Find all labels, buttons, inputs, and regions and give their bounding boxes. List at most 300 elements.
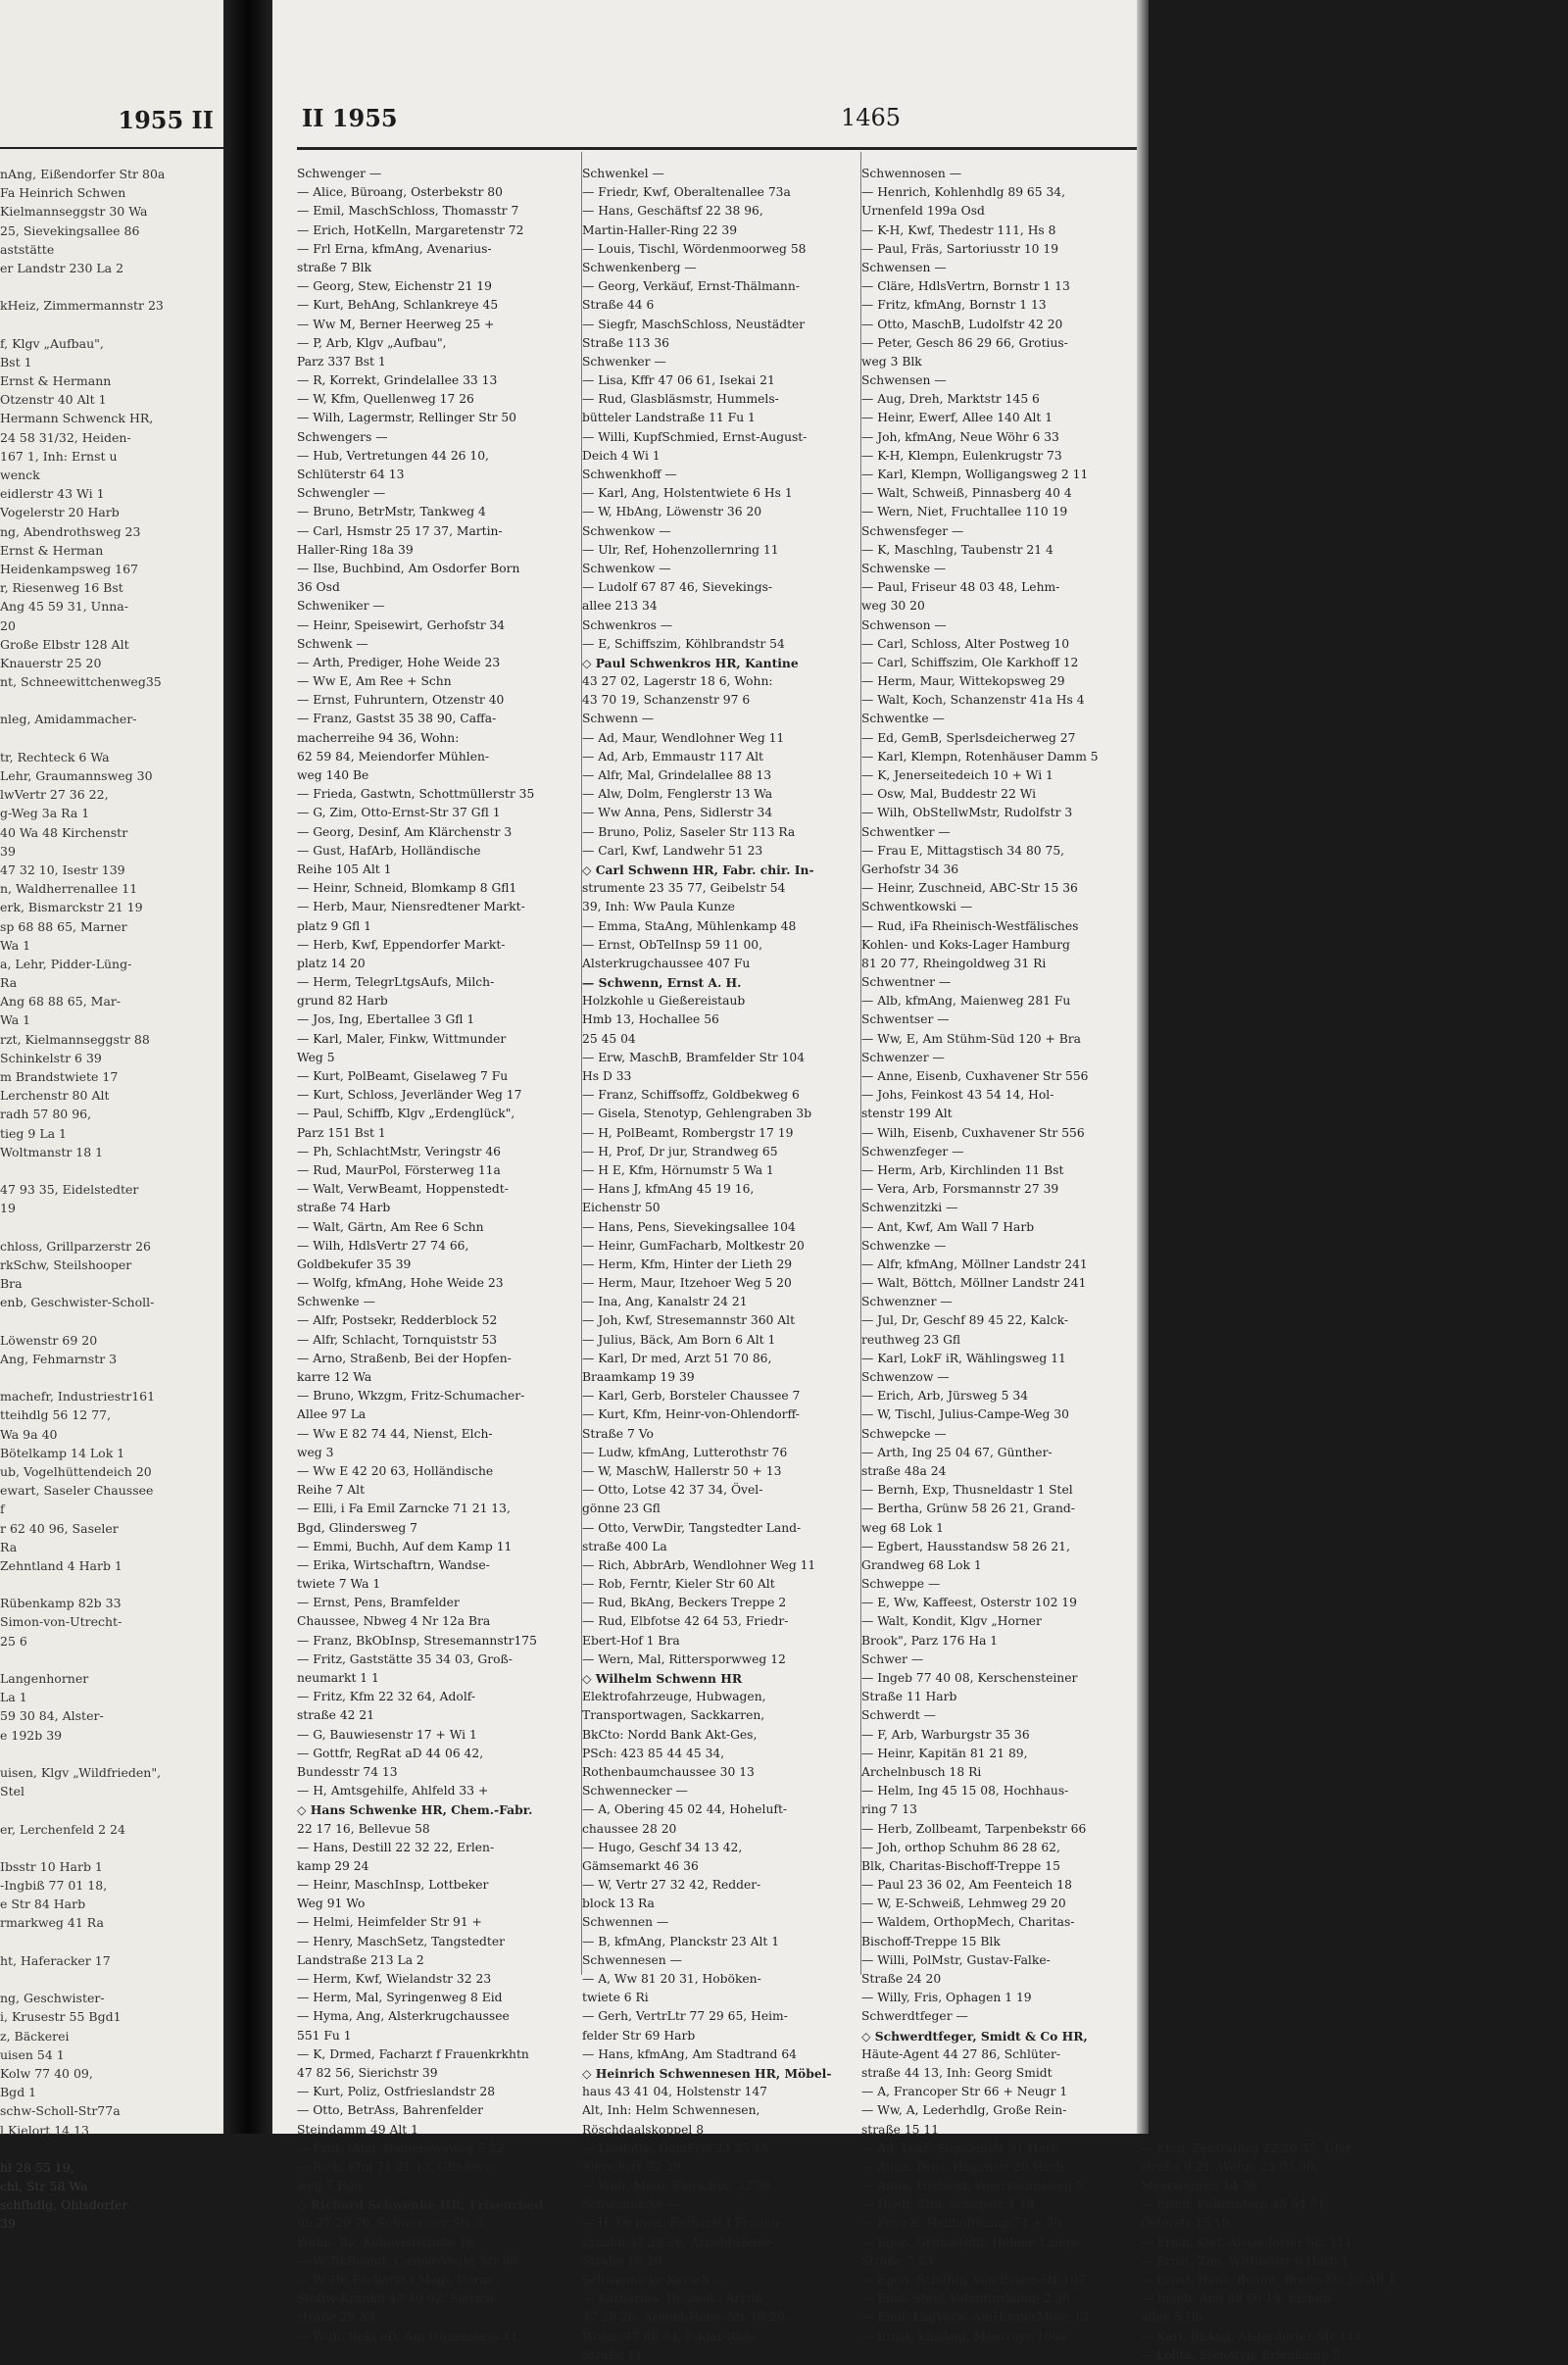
directory-entry-line: — Gottfr, RegRat aD 44 06 42,: [297, 1746, 484, 1760]
directory-entry-line: Heidenkampsweg 167: [0, 561, 138, 576]
directory-entry-line: — Ad, LokF, Sophienstr 31 Harb: [861, 2141, 1059, 2155]
directory-entry-line: felder Str 69 Harb: [582, 2028, 696, 2043]
directory-entry-line: — Paul, tAng, Damerowsweg 5 22: [297, 2141, 505, 2155]
directory-entry-line: — Kurt, PolBeamt, Giselaweg 7 Fu: [297, 1069, 509, 1083]
directory-entry-line: Parz 151 Bst 1: [297, 1125, 386, 1140]
directory-entry-line: weg 3: [297, 1445, 334, 1459]
directory-entry-line: — Rud, BkAng, Beckers Treppe 2: [582, 1596, 787, 1610]
directory-entry-line: Eichenstr 50: [582, 1201, 661, 1215]
directory-entry-line: straße 7 Blk: [297, 260, 372, 274]
directory-entry-line: — Hans, kfmAng, Am Stadtrand 64: [582, 2046, 797, 2061]
directory-entry-line: weg 3 Blk: [861, 354, 922, 369]
directory-entry-line: Ibsstr 10 Harb 1: [0, 1858, 103, 1874]
directory-entry-line: — Ernst, kfmAng, Moorreye 108a: [861, 2329, 1067, 2343]
directory-entry-line: straße 9 21, Wohn: 23 03 90,: [1141, 2159, 1318, 2174]
directory-entry-line: — Karl, Klempn, Rotenhäuser Damm 5: [861, 749, 1099, 764]
directory-entry-line: Ang 45 59 31, Unna-: [0, 599, 128, 615]
directory-entry-line: Schwer —: [861, 1651, 924, 1666]
directory-entry-line: straße 48a 24: [861, 1463, 947, 1478]
directory-entry-line: Schwenzner —: [861, 1295, 953, 1309]
directory-entry-line: Chaussee, Nbweg 4 Nr 12a Bra: [297, 1614, 491, 1629]
directory-entry-line: 25 6: [0, 1633, 27, 1649]
directory-entry-line: — Bernh, Exp, Thusneldastr 1 Stel: [861, 1483, 1073, 1498]
directory-entry-line: — Schwenn, Ernst A. H.: [582, 975, 742, 991]
directory-entry-line: straße 400 La: [582, 1539, 667, 1553]
directory-entry-line: — F, Arb, Warburgstr 35 36: [861, 1727, 1030, 1742]
directory-entry-line: Meerweinstr 14 39: [1141, 2179, 1257, 2193]
directory-entry-line: — W, HbAng, Löwenstr 36 20: [582, 505, 762, 519]
directory-entry-line: — Ww E 82 74 44, Nienst, Elch-: [297, 1426, 493, 1441]
directory-entry-line: — Lisa, Kffr 47 06 61, Isekai 21: [582, 373, 775, 388]
directory-entry-line: — Karl, Ang, Holstentwiete 6 Hs 1: [582, 486, 793, 501]
directory-entry-line: Bgd 1: [0, 2085, 37, 2100]
directory-entry-line: — R, Korrekt, Grindelallee 33 13: [297, 373, 498, 388]
left-page: [0, 0, 223, 2232]
directory-entry-line: chl, Str 58 Wa: [0, 2179, 88, 2194]
directory-entry-line: — Karl, Maler, Finkw, Wittmunder: [297, 1031, 507, 1046]
directory-entry-line: — Kurt, Schloss, Jeverländer Weg 17: [297, 1088, 522, 1103]
directory-entry-line: — A, Francoper Str 66 + Neugr 1: [861, 2085, 1068, 2099]
directory-entry-line: — Louis, Tischl, Wördenmoorweg 58: [582, 241, 807, 256]
directory-entry-line: Goldbekufer 35 39: [297, 1256, 412, 1271]
directory-entry-line: Braamkamp 19 39: [582, 1370, 695, 1384]
directory-entry-line: ring 7 13: [861, 1802, 917, 1817]
directory-entry-line: kHeiz, Zimmermannstr 23: [0, 298, 164, 314]
directory-entry-line: — Bertha, Grünw 58 26 21, Grand-: [861, 1502, 1075, 1516]
directory-entry-line: Knauerstr 25 20: [0, 655, 102, 670]
directory-entry-line: — K-H, Klempn, Eulenkrugstr 73: [861, 448, 1062, 463]
directory-entry-line: i, Krusestr 55 Bgd1: [0, 2009, 122, 2025]
directory-entry-line: — Hans J, kfmAng 45 19 16,: [582, 1182, 755, 1197]
directory-entry-line: allee 213 34: [582, 599, 658, 614]
directory-entry-line: Straße 113 36: [582, 335, 670, 350]
directory-entry-line: [0, 1218, 221, 1237]
directory-entry-line: 551 Fu 1: [297, 2028, 352, 2043]
directory-entry-line: ewart, Saseler Chaussee: [0, 1483, 154, 1499]
directory-entry-line: — Heinr, Schneid, Blomkamp 8 Gfl1: [297, 881, 517, 896]
directory-entry-line: Ebert-Hof 1 Bra: [582, 1633, 680, 1648]
left-page-header: 1955 II: [118, 106, 214, 134]
directory-entry-line: Löwenstr 69 20: [0, 1332, 98, 1348]
directory-entry-line: — H, Dr med, Facharzt f Frauen-: [582, 2216, 783, 2231]
directory-entry-line: [0, 729, 221, 748]
directory-entry-line: Alt, Inh: Helm Schwennesen,: [582, 2103, 760, 2118]
directory-entry-line: — Paul, Schiffb, Klgv „Erdenglück",: [297, 1107, 515, 1121]
directory-entry-line: — H, PolBeamt, Rombergstr 17 19: [582, 1125, 794, 1140]
directory-entry-line: — P, Arb, Klgv „Aufbau",: [297, 335, 447, 350]
directory-entry-line: rkSchw, Steilshooper: [0, 1256, 132, 1272]
directory-entry-line: z, Bäckerei: [0, 2028, 70, 2044]
directory-entry-line: — Ingeb 77 40 08, Kerschensteiner: [861, 1671, 1078, 1685]
directory-entry-line: 40 Wa 48 Kirchenstr: [0, 824, 128, 840]
directory-entry-line: — Wern, Niet, Fruchtallee 110 19: [861, 505, 1068, 519]
directory-entry-line: Straße 24 20: [861, 1972, 942, 1986]
directory-entry-line: Transportwagen, Sackkarren,: [582, 1708, 765, 1723]
directory-entry-line: — Walt, Schweiß, Pinnasberg 40 4: [861, 486, 1072, 501]
directory-entry-line: — Walt, VerwBeamt, Hoppenstedt-: [297, 1182, 509, 1197]
directory-entry-line: [0, 1575, 221, 1594]
directory-entry-line: — W, Dr, Facharzt f Mag-, Darm-,: [297, 2273, 500, 2287]
directory-entry-line: krankh 47 28 26, Arnold-Heise-: [582, 2235, 775, 2249]
directory-entry-line: 24 58 31/32, Heiden-: [0, 429, 131, 445]
page-number: 1465: [841, 104, 902, 131]
directory-entry-line: — Karl, Klempn, Wolligangsweg 2 11: [861, 468, 1089, 481]
directory-entry-line: — Ingeb, Ang 89 66 14, Eichen-: [1141, 2291, 1336, 2306]
directory-entry-line: Ang 68 88 65, Mar-: [0, 994, 122, 1010]
directory-entry-line: Schwenker —: [582, 354, 666, 369]
directory-entry-line: — Herm, TelegrLtgsAufs, Milch-: [297, 975, 495, 990]
directory-entry-line: — Willi, KupfSchmied, Ernst-August-: [582, 429, 808, 444]
directory-entry-line: er, Lerchenfeld 2 24: [0, 1821, 125, 1837]
directory-entry-line: Fa Heinrich Schwen: [0, 185, 126, 201]
directory-entry-line: [0, 1161, 221, 1180]
directory-entry-line: — Rob, Ferntr, Kieler Str 60 Alt: [582, 1577, 775, 1592]
directory-entry-line: [0, 1745, 221, 1763]
directory-entry-line: Schwenkow —: [582, 561, 671, 575]
directory-entry-line: — Paul 23 36 02, Am Feenteich 18: [861, 1878, 1072, 1893]
directory-entry-line: tieg 9 La 1: [0, 1125, 67, 1141]
directory-entry-line: gönne 23 Gfl: [582, 1502, 661, 1516]
directory-entry-line: — Wolfg, kfmAng, Hohe Weide 23: [297, 1276, 504, 1291]
directory-entry-line: — Ernst, Zim, Wittingstr 6 Harb 1: [1141, 2253, 1349, 2268]
directory-entry-line: — Carl, Schloss, Alter Postweg 10: [861, 636, 1070, 651]
directory-entry-line: — Cläre, HdlsVertrn, Bornstr 1 13: [861, 279, 1070, 294]
directory-entry-line: — Wilh, Maur, Sierichstr 32 39: [582, 2179, 771, 2193]
directory-entry-line: — Ludw, kfmAng, Lutterothstr 76: [582, 1445, 788, 1459]
directory-entry-line: weg 140 Be: [297, 768, 369, 782]
directory-entry-line: — Heinr, GumFacharb, Moltkestr 20: [582, 1238, 805, 1253]
directory-entry-line: — Erich, HotKelln, Margaretenstr 72: [297, 222, 524, 237]
directory-entry-line: — Joh, orthop Schuhm 86 28 62,: [861, 1840, 1060, 1854]
directory-entry-line: — Alfr, kfmAng, Möllner Landstr 241: [861, 1256, 1088, 1271]
directory-entry-line: Schlüterstr 64 13: [297, 468, 405, 481]
directory-entry-line: block 13 Ra: [582, 1897, 655, 1911]
directory-entry-line: g-Weg 3a Ra 1: [0, 806, 90, 821]
directory-entry-line: — Fritz, kfmAng, Bornstr 1 13: [861, 298, 1047, 313]
directory-entry-line: neumarkt 1 1: [297, 1671, 379, 1685]
directory-entry-line: Stel: [0, 1784, 24, 1799]
directory-entry-line: machefr, Industriestr161: [0, 1389, 156, 1404]
directory-entry-line: 62 59 84, Meiendorfer Mühlen-: [297, 749, 490, 764]
directory-entry-line: — Jos, Ing, Ebertallee 3 Gfl 1: [297, 1012, 475, 1027]
directory-entry-line: — Ww M, Berner Heerweg 25 +: [297, 317, 495, 331]
directory-entry-line: — Karl, Dr med, Arzt 51 70 86,: [582, 1351, 772, 1365]
directory-entry-line: Bötelkamp 14 Lok 1: [0, 1445, 125, 1460]
directory-entry-line: — Otto, VerwDir, Tangstedter Land-: [582, 1520, 802, 1535]
directory-entry-line: reuthweg 23 Gfl: [861, 1332, 961, 1347]
directory-entry-line: — Alw, Dolm, Fenglerstr 13 Wa: [582, 787, 773, 802]
directory-entry-line: — Emmi, Buchh, Auf dem Kamp 11: [297, 1539, 513, 1553]
directory-entry-line: — Walt, Böttch, Möllner Landstr 241: [861, 1276, 1087, 1291]
directory-entry-line: Gerhofstr 34 36: [861, 862, 959, 876]
directory-entry-line: — Frau E, Heilholtkamp 74 + 39: [861, 2216, 1062, 2231]
directory-entry-line: — A, Ww 81 20 31, Hoböken-: [582, 1972, 761, 1986]
directory-entry-line: Straße 11: [582, 2347, 643, 2362]
directory-entry-line: — Otto, MaschB, Ludolfstr 42 20: [861, 317, 1063, 331]
directory-entry-line: — Fritz, Gaststätte 35 34 03, Groß-: [297, 1651, 513, 1666]
directory-entry-line: l Kielort 14 13: [0, 2122, 89, 2138]
directory-entry-line: Archelnbusch 18 Ri: [861, 1764, 982, 1779]
directory-entry-line: r, Riesenweg 16 Bst: [0, 580, 123, 596]
directory-entry-line: — Ww E, Am Ree + Schn: [297, 674, 452, 689]
directory-entry-line: Lehr, Graumannsweg 30: [0, 768, 153, 783]
directory-entry-line: a, Lehr, Pidder-Lüng-: [0, 956, 132, 971]
directory-entry-line: — Hub, Vertretungen 44 26 10,: [297, 448, 489, 463]
directory-entry-line: ◇ Wilhelm Schwenn HR: [582, 1671, 743, 1686]
directory-entry-line: -Ingbiß 77 01 18,: [0, 1878, 108, 1894]
directory-entry-line: — Alb, kfmAng, Maienweg 281 Fu: [861, 994, 1071, 1009]
directory-entry-line: — H E, Kfm, Hörnumstr 5 Wa 1: [582, 1162, 774, 1177]
directory-entry-line: — Helm, Ing 45 15 08, Hochhaus-: [861, 1784, 1069, 1798]
directory-entry-line: — Ernst, ObTelInsp 59 11 00,: [582, 937, 762, 952]
directory-entry-line: — Heinr, Speisewirt, Gerhofstr 34: [297, 617, 506, 632]
directory-entry-line: Rübenkamp 82b 33: [0, 1596, 122, 1611]
directory-entry-line: f, Klgv „Aufbau",: [0, 335, 104, 351]
directory-entry-line: Schwenzke —: [861, 1238, 947, 1253]
directory-entry-line: — Wilh, Eisenb, Cuxhavener Str 556: [861, 1125, 1085, 1140]
directory-entry-line: — Arth, Ing 25 04 67, Günther-: [861, 1445, 1053, 1459]
directory-entry-line: — Hans, Destill 22 32 22, Erlen-: [297, 1840, 495, 1854]
directory-entry-line: f: [0, 1502, 5, 1517]
directory-entry-line: — W, E-Schweiß, Lehmweg 29 20: [861, 1897, 1066, 1911]
directory-entry-line: macherreihe 94 36, Wohn:: [297, 730, 460, 745]
directory-entry-line: — Ww, E, Am Stühm-Süd 120 + Bra: [861, 1031, 1081, 1046]
directory-entry-line: — Hugo, Geschf 34 13 42,: [582, 1840, 743, 1854]
directory-entry-line: — Herb, Zollbeamt, Tarpenbekstr 66: [861, 1821, 1087, 1836]
directory-column-1: [297, 165, 571, 2346]
directory-entry-line: — Lolita, Stenotyp, Erlenkamp 5: [1141, 2347, 1341, 2362]
directory-entry-line: — Egon, GrünwHdlr, Helene-Lange-: [861, 2235, 1082, 2249]
directory-entry-line: — Heinr, MaschInsp, Lottbeker: [297, 1878, 489, 1893]
directory-entry-line: — A, Obering 45 02 44, Hoheluft-: [582, 1802, 788, 1817]
directory-entry-line: bütteler Landstraße 11 Fu 1: [582, 411, 756, 425]
directory-entry-line: Kohlen- und Koks-Lager Hamburg: [861, 937, 1070, 952]
directory-entry-line: Schwenger —: [297, 167, 382, 180]
directory-entry-line: Schwenkow —: [582, 523, 671, 538]
directory-entry-line: chaussee 28 20: [582, 1821, 677, 1836]
directory-entry-line: eidlerstr 43 Wi 1: [0, 486, 105, 502]
directory-entry-line: — Hyma, Ang, Alsterkrugchaussee: [297, 2009, 510, 2024]
directory-entry-line: Schwenkel —: [582, 167, 664, 180]
directory-entry-line: Lerchenstr 80 Alt: [0, 1088, 110, 1104]
directory-entry-line: Hmb 13, Hochallee 56: [582, 1012, 719, 1027]
directory-entry-line: Straße 7 23: [861, 2253, 934, 2268]
directory-entry-line: — Ernst, Pens, Bramfelder: [297, 1596, 460, 1610]
directory-entry-line: Schwennen —: [582, 1915, 669, 1930]
directory-entry-line: Straße 18 20: [582, 2253, 662, 2268]
directory-entry-line: [0, 1368, 221, 1387]
directory-entry-line: — Walt, Gärtn, Am Ree 6 Schn: [297, 1219, 484, 1234]
directory-entry-line: — E, Ww, Kaffeest, Osterstr 102 19: [861, 1596, 1077, 1610]
directory-entry-line: schw-Scholl-Str77a: [0, 2103, 121, 2119]
directory-entry-line: — Georg, Stew, Eichenstr 21 19: [297, 279, 492, 294]
directory-entry-line: Langenhorner: [0, 1671, 89, 1686]
directory-entry-line: Schwensen —: [861, 373, 947, 388]
directory-entry-line: — Paul, Fräs, Sartoriusstr 10 19: [861, 241, 1059, 256]
directory-entry-line: — Osw, Mal, Buddestr 22 Wi: [861, 787, 1037, 802]
directory-entry-line: [0, 316, 221, 334]
directory-entry-line: Schwenkros —: [582, 617, 673, 632]
directory-entry-line: sp 68 88 65, Marner: [0, 918, 127, 934]
directory-entry-line: — Herm, Mal, Syringenweg 8 Eid: [297, 1991, 503, 2005]
directory-entry-line: BkCto: Nordd Bank Akt-Ges,: [582, 1727, 758, 1742]
directory-entry-line: [0, 1839, 221, 1857]
directory-entry-line: — Waldem, OrthopMech, Charitas-: [861, 1915, 1075, 1930]
directory-entry-line: — Rich, Kfm 71 21 13, Glinders-: [297, 2159, 495, 2174]
directory-entry-line: — Aug, Dreh, Marktstr 145 6: [861, 392, 1040, 407]
directory-entry-line: Steindamm 49 Alt 1: [297, 2122, 418, 2137]
directory-entry-line: Bgd, Glindersweg 7: [297, 1520, 417, 1535]
directory-entry-line: — Katharina, Dr. med., Ärztin: [582, 2291, 763, 2306]
directory-entry-line: Röschdaalskoppel 8: [582, 2122, 705, 2137]
directory-entry-line: Ernst & Hermann: [0, 373, 112, 389]
directory-entry-line: Häute-Agent 44 27 86, Schlüter-: [861, 2046, 1061, 2061]
directory-entry-line: schfhdlg, Ohlsdorfer: [0, 2197, 128, 2213]
directory-entry-line: nleg, Amidammacher-: [0, 712, 137, 727]
directory-entry-line: Straße 7 Vo: [582, 1426, 654, 1441]
directory-entry-line: Weg 91 Wo: [297, 1897, 366, 1911]
directory-entry-line: — Emil, LagVerw, AmHornerMoor 13: [861, 2310, 1090, 2325]
directory-entry-line: allee 5 Ho: [1141, 2310, 1203, 2325]
directory-entry-line: Schwentke —: [861, 712, 945, 726]
directory-entry-line: — Wilh, Lagermstr, Rellinger Str 50: [297, 411, 517, 425]
directory-entry-line: — Georg, Verkäuf, Ernst-Thälmann-: [582, 279, 800, 294]
directory-entry-line: — Bruno, Poliz, Saseler Str 113 Ra: [582, 824, 796, 839]
directory-entry-line: Schwenzfeger —: [861, 1144, 964, 1158]
directory-entry-line: — Anne, Eisenb, Cuxhavener Str 556: [861, 1069, 1089, 1083]
page-edge: [1137, 0, 1149, 2134]
directory-entry-line: e 192b 39: [0, 1727, 63, 1743]
directory-entry-line: — Erw, MaschB, Bramfelder Str 104: [582, 1050, 806, 1064]
directory-entry-line: — Alfr, Mal, Grindelallee 88 13: [582, 768, 772, 782]
directory-entry-line: — W, MaschW, Hallerstr 50 + 13: [582, 1463, 782, 1478]
directory-entry-line: Schwengers —: [297, 429, 388, 444]
directory-entry-line: — Rud, Elbfotse 42 64 53, Friedr-: [582, 1614, 789, 1629]
directory-entry-line: — Henry, MaschSetz, Tangstedter: [297, 1934, 505, 1948]
directory-entry-line: — Franz, BkObInsp, Stresemannstr175: [297, 1633, 537, 1648]
directory-entry-line: — Ww E 42 20 63, Holländische: [297, 1463, 494, 1478]
directory-entry-line: Brook", Parz 176 Ha 1: [861, 1633, 999, 1648]
directory-entry-line: 39: [0, 2216, 16, 2232]
directory-entry-line: — Wilh, HdlsVertr 27 74 66,: [297, 1238, 469, 1253]
directory-entry-line: Schwentkowski —: [861, 900, 973, 914]
directory-entry-line: üb 27 20 76, Schweriner Str 3,: [297, 2216, 486, 2231]
directory-entry-line: — Wilh, Rekt eD, Am Hünenstein 11: [297, 2329, 518, 2343]
directory-entry-line: Ernst & Herman: [0, 542, 104, 558]
directory-entry-line: — Ww, A, Lederhdlg, Große Rein-: [861, 2103, 1067, 2118]
directory-entry-line: — Walt, Koch, Schanzenstr 41a Hs 4: [861, 693, 1085, 708]
directory-entry-line: — Ina, Ang, Kanalstr 24 21: [582, 1295, 748, 1309]
directory-entry-line: — Egbert, Hausstandsw 58 26 21,: [861, 1539, 1070, 1553]
book-gutter: [223, 0, 272, 2134]
directory-entry-line: — Kurt, Kfm, Heinr-von-Ohlendorff-: [582, 1407, 800, 1422]
directory-entry-line: Bischoff-Treppe 15 Blk: [861, 1934, 1001, 1948]
directory-entry-line: Straße 11 Harb: [861, 1690, 957, 1704]
directory-entry-line: 47 28 26, Arnold-Heise-Str 18 20,: [582, 2310, 789, 2325]
directory-entry-line: — G, Bauwiesenstr 17 + Wi 1: [297, 1727, 477, 1742]
directory-entry-line: — Peter, Gesch 86 29 66, Grotius-: [861, 335, 1068, 350]
directory-entry-line: — B, kfmAng, Planckstr 23 Alt 1: [582, 1934, 780, 1948]
directory-entry-line: — W, Kfm, Quellenweg 17 26: [297, 392, 474, 407]
directory-entry-line: Reihe 105 Alt 1: [297, 862, 392, 876]
directory-entry-line: Woltmanstr 18 1: [0, 1144, 104, 1159]
directory-entry-line: — Wilh, ObStellwMstr, Rudolfstr 3: [861, 806, 1073, 820]
directory-entry-line: Schwennicke-Karsch —: [582, 2273, 726, 2287]
directory-entry-line: — Otto, Lotse 42 37 34, Övel-: [582, 1483, 763, 1498]
directory-entry-line: — Frieda, Gastwtn, Schottmüllerstr 35: [297, 787, 535, 802]
directory-entry-line: — Kurt, BehAng, Schlankreye 45: [297, 298, 499, 313]
directory-entry-line: Landstraße 213 La 2: [297, 1952, 424, 1967]
directory-entry-line: — Rud, MaurPol, Försterweg 11a: [297, 1162, 501, 1177]
directory-entry-line: — Gust, HafArb, Holländische: [297, 843, 481, 858]
directory-entry-line: Große Elbstr 128 Alt: [0, 636, 129, 652]
directory-entry-line: Wa 1: [0, 1012, 31, 1028]
directory-entry-line: straße 29 39: [297, 2310, 375, 2325]
directory-entry-line: Holzkohle u Gießereistaub: [582, 994, 746, 1009]
directory-entry-line: — K-H, Kwf, Thedestr 111, Hs 8: [861, 222, 1056, 237]
directory-entry-line: Kolw 77 40 09,: [0, 2065, 93, 2081]
directory-entry-line: strumente 23 35 77, Geibelstr 54: [582, 881, 786, 896]
directory-entry-line: kamp 29 24: [297, 1858, 369, 1873]
directory-entry-line: — Diedr, Zim, Schopstr 4 19: [861, 2197, 1035, 2212]
directory-entry-line: — H, Prof, Dr jur, Strandweg 65: [582, 1144, 778, 1158]
directory-entry-line: — Herm, Arb, Kirchlinden 11 Bst: [861, 1162, 1064, 1177]
directory-entry-line: Schwennosen —: [861, 167, 961, 180]
directory-entry-line: Martin-Haller-Ring 22 39: [582, 222, 738, 237]
directory-entry-line: — Walt, Kondit, Klgv „Horner: [861, 1614, 1042, 1629]
directory-entry-line: Schwenk —: [297, 636, 368, 651]
directory-entry-line: 59 30 84, Alster-: [0, 1708, 104, 1724]
directory-entry-line: Hermann Schwenck HR,: [0, 411, 154, 426]
directory-entry-line: — E, Schiffszim, Köhlbrandstr 54: [582, 636, 785, 651]
directory-entry-line: chloss, Grillparzerstr 26: [0, 1238, 151, 1254]
directory-entry-line: Schwenzitzki —: [861, 1201, 958, 1215]
directory-entry-line: Bra: [0, 1276, 23, 1292]
directory-entry-line: — Egon, Schuhm, von-Essen-Str 107: [861, 2273, 1086, 2287]
directory-entry-line: — Ulr, Ref, Hohenzollernring 11: [582, 542, 779, 557]
directory-entry-line: — Ilse, Buchbind, Am Osdorfer Born: [297, 561, 520, 575]
directory-entry-line: ◇ Schwerdtfeger, Smidt & Co HR,: [861, 2028, 1088, 2044]
directory-entry-line: — Jul, Dr, Geschf 89 45 22, Kalck-: [861, 1313, 1068, 1328]
directory-entry-line: Schwentner —: [861, 975, 952, 990]
directory-entry-line: Straße 44 6: [582, 298, 655, 313]
directory-entry-line: — Henrich, Kohlenhdlg 89 65 34,: [861, 185, 1066, 200]
header-left: II 1955: [302, 104, 398, 132]
directory-entry-line: — Frau E, Mittagstisch 34 80 75,: [861, 843, 1065, 858]
directory-entry-line: 47 82 56, Sierichstr 39: [297, 2065, 438, 2080]
directory-entry-line: straße 74 Harb: [297, 1201, 391, 1215]
directory-entry-line: Hs D 33: [582, 1069, 632, 1083]
directory-entry-line: Ra: [0, 1539, 18, 1554]
directory-entry-line: — Joh, kfmAng, Neue Wöhr 6 33: [861, 429, 1059, 444]
directory-entry-line: er Landstr 230 La 2: [0, 260, 124, 275]
directory-entry-line: ◇ Carl Schwenn HR, Fabr. chir. In-: [582, 862, 814, 877]
directory-entry-line: ◇ Paul Schwenkros HR, Kantine: [582, 655, 799, 670]
directory-entry-line: — K, Jenerseitedeich 10 + Wi 1: [861, 768, 1054, 782]
directory-entry-line: [0, 2140, 221, 2158]
directory-entry-line: — Emil, MaschSchloss, Thomasstr 7: [297, 204, 519, 219]
directory-entry-line: m Brandstwiete 17: [0, 1069, 119, 1084]
directory-entry-line: [0, 691, 221, 710]
directory-entry-line: tteihdlg 56 12 77,: [0, 1407, 112, 1423]
directory-entry-line: Schwenn —: [582, 712, 655, 726]
directory-entry-line: — Heinr, Kapitän 81 21 89,: [861, 1746, 1028, 1760]
directory-entry-line: — Erich, Fuhruntern 45 54 71,: [1141, 2197, 1330, 2212]
directory-entry-line: 25 45 04: [582, 1031, 636, 1046]
directory-entry-line: ◇ Hans Schwenke HR, Chem.-Fabr.: [297, 1802, 533, 1818]
directory-entry-line: Schwenske —: [861, 561, 947, 575]
directory-entry-line: hl 28 55 19,: [0, 2159, 74, 2175]
